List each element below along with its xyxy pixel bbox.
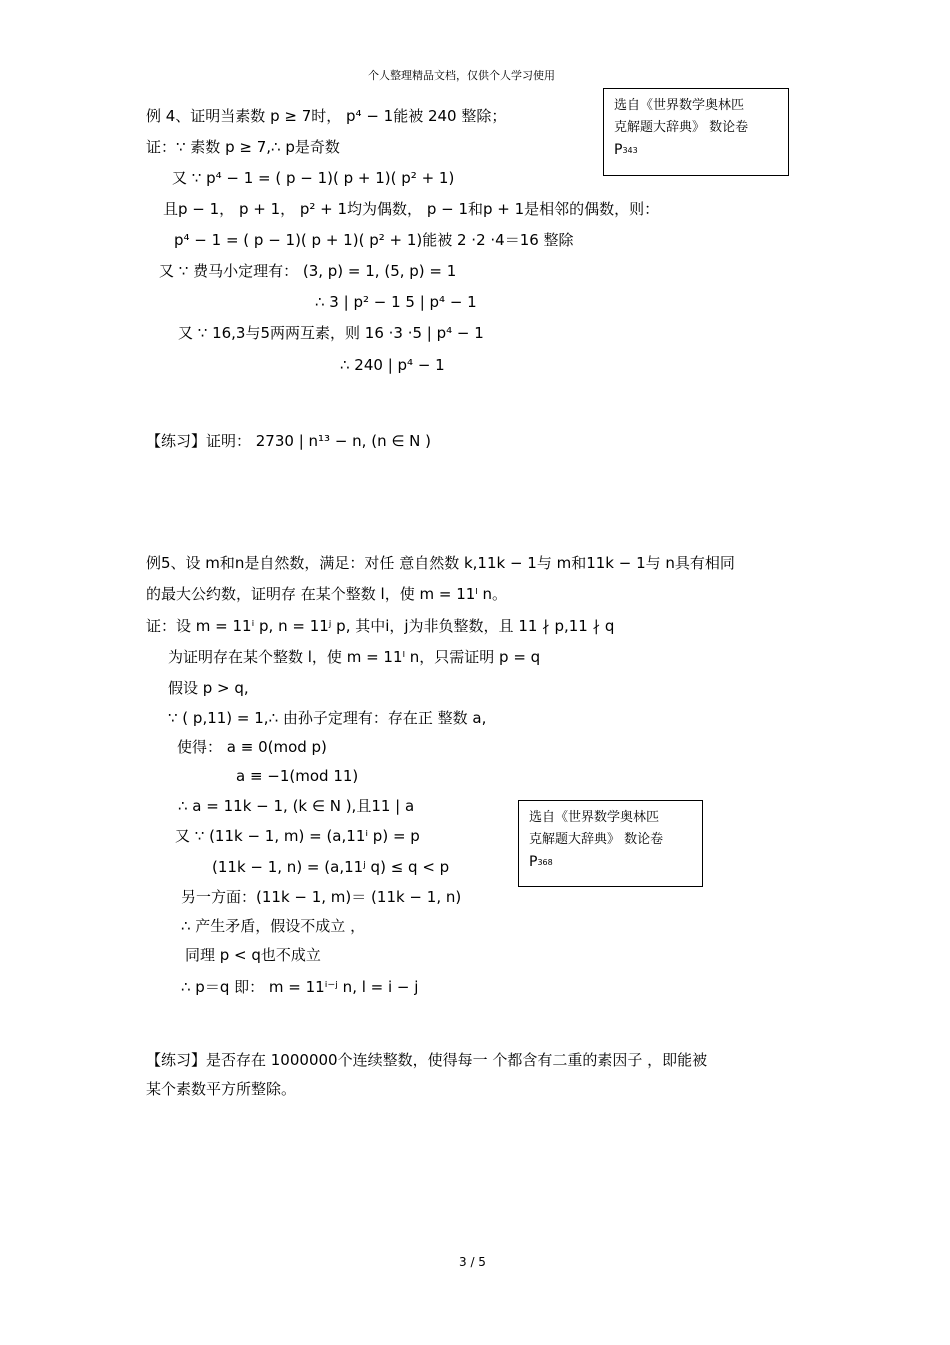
example5-line: 的最大公约数，证明存 在某个整数 l，使 m = 11ˡ n。 [146, 585, 508, 603]
example5-line: ∴ a = 11k − 1, (k ∈ N ),且11 | a [178, 797, 415, 815]
example5-line: 使得： a ≡ 0(mod p) [177, 738, 327, 756]
example5-line: ∴ 产生矛盾，假设不成立 ， [181, 917, 366, 935]
source-box-page: $P_{343}$ [614, 142, 638, 158]
example5-line: ∴ p＝q 即： m = 11ⁱ⁻ʲ n, l = i − j [181, 978, 419, 996]
page-header: 个人整理精品文档，仅供个人学习使用 [368, 69, 555, 82]
example4-line: 又 ∵ 费马小定理有： (3, p) = 1, (5, p) = 1 [159, 262, 457, 280]
example4-line: 证：∵ 素数 p ≥ 7,∴ p是奇数 [146, 138, 340, 156]
example5-line: 假设 p > q, [168, 679, 249, 697]
page-number: 3 / 5 [459, 1255, 486, 1269]
example5-line: 同理 p < q也不成立 [185, 946, 321, 964]
exercise1: 【练习】证明： 2730 | n¹³ − n, (n ∈ N ) [146, 432, 432, 450]
example5-line: 又 ∵ (11k − 1, m) = (a,11ⁱ p) = p [175, 827, 420, 845]
example4-line: ∴ 240 | p⁴ − 1 [340, 356, 445, 374]
example4-line: 又 ∵ 16,3与5两两互素，则 16 ·3 ·5 | p⁴ − 1 [178, 324, 484, 342]
example5-line: a ≡ −1(mod 11) [236, 767, 359, 785]
example5-line: 另一方面：(11k − 1, m)＝ (11k − 1, n) [181, 888, 462, 906]
example4-line: 又 ∵ p⁴ − 1 = ( p − 1)( p + 1)( p² + 1) [172, 169, 455, 187]
source-box-line-2: 克解题大辞典》 数论卷 [529, 832, 664, 847]
example5-line: 为证明存在某个整数 l，使 m = 11ˡ n，只需证明 p = q [168, 648, 541, 666]
source-box-line-2: 克解题大辞典》 数论卷 [614, 120, 749, 135]
example5-title: 例5、设 m和n是自然数，满足：对任 意自然数 k,11k − 1与 m和11k − 1与 n具有相同 [146, 554, 735, 572]
example5-line: (11k − 1, n) = (a,11ʲ q) ≤ q < p [212, 858, 450, 876]
example4-line: ∴ 3 | p² − 1 5 | p⁴ − 1 [315, 293, 477, 311]
example4-title: 例 4、证明当素数 p ≥ 7时， p⁴ − 1能被 240 整除； [146, 107, 507, 125]
source-box-line-1: 选自《世界数学奥林匹 [614, 98, 745, 113]
source-box-1 [603, 88, 789, 176]
exercise2-line: 【练习】是否存在 1000000个连续整数，使得每一 个都含有二重的素因子 ，即能被 [146, 1051, 708, 1069]
exercise2-line: 某个素数平方所整除。 [146, 1080, 297, 1098]
example4-line: p⁴ − 1 = ( p − 1)( p + 1)( p² + 1)能被 2 ·2 ·4＝16 整除 [174, 231, 574, 249]
source-box-line-1: 选自《世界数学奥林匹 [529, 810, 660, 825]
example4-line: 且p − 1， p + 1， p² + 1均为偶数， p − 1和p + 1是相邻的偶数，则： [163, 200, 660, 218]
example5-line: ∵ ( p,11) = 1,∴ 由孙子定理有：存在正 整数 a, [168, 709, 487, 727]
example5-line: 证：设 m = 11ⁱ p, n = 11ʲ p, 其中i，j为非负整数，且 11 ∤ p,11 ∤ q [146, 617, 615, 635]
source-box-2 [518, 800, 703, 887]
source-box-page: $P_{368}$ [529, 854, 553, 870]
